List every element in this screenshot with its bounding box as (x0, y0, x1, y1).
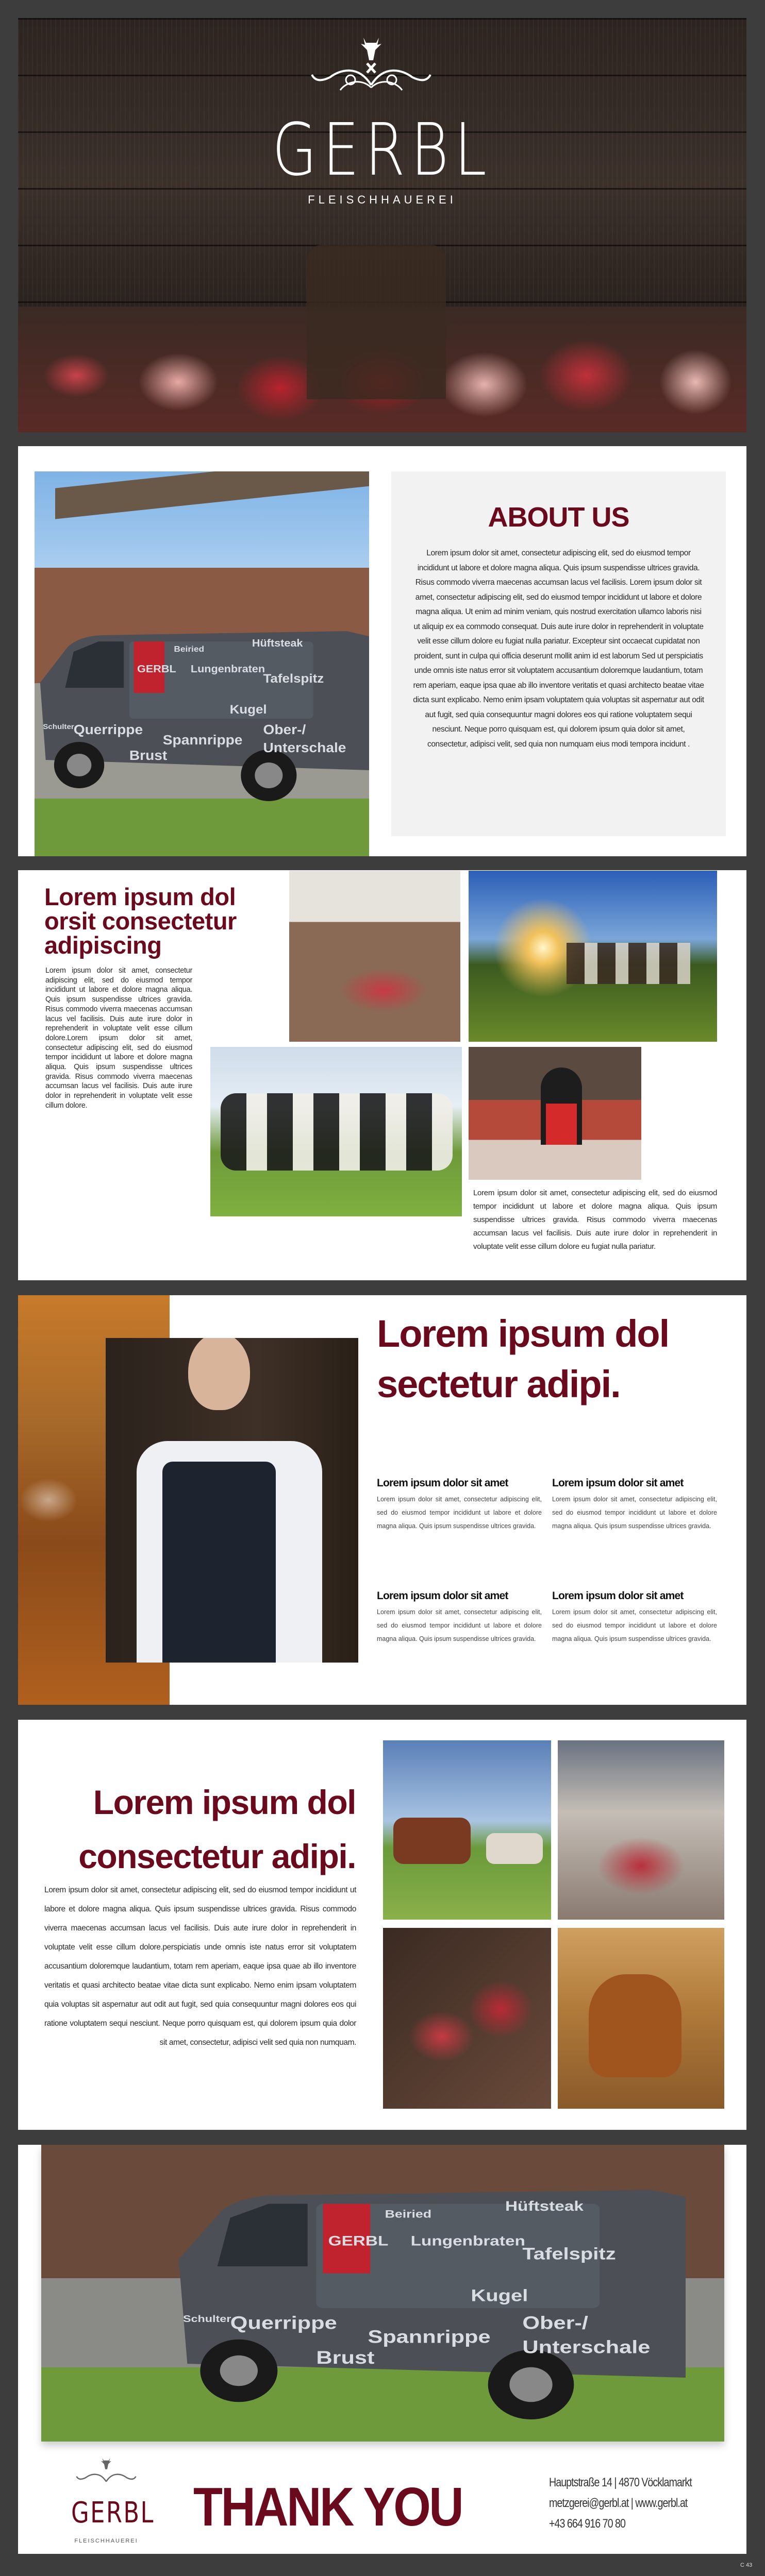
butcher-at-counter-photo (469, 1047, 641, 1180)
svg-text:Unterschale: Unterschale (522, 2337, 651, 2358)
svg-text:Schulter: Schulter (43, 723, 74, 731)
brown-cow-photo (558, 1928, 724, 2109)
address: Hauptstraße 14 | 4870 Vöcklamarkt (549, 2476, 692, 2489)
butcher-holding-meat-photo (289, 871, 460, 1042)
feature-item (552, 1590, 717, 1646)
section4-title (44, 1775, 356, 1884)
section3-title (377, 1309, 669, 1410)
title-line: orsit consectetur (44, 907, 237, 935)
svg-text:Brust: Brust (129, 747, 168, 763)
thank-you-heading: THANK YOU (193, 2477, 462, 2537)
svg-text:Lungenbraten: Lungenbraten (190, 663, 265, 675)
svg-text:Kugel: Kugel (471, 2286, 528, 2305)
about-box (391, 471, 726, 836)
page-label: C 43 (740, 2562, 753, 2568)
footer-brand-tagline: FLEISCHHAUEREI (74, 2538, 138, 2544)
cows-pasture-photo (210, 1047, 462, 1216)
section4-text: Lorem ipsum dolor sit amet, consectetur adipiscing elit, sed do eiusmod tempor incididunt ut labore et dolore magna aliqua. Quis ipsum suspendisse ultrices gravida. Risus commodo viverra maecenas accumsan lacus vel facilisis. Duis aute irure dolor in reprehenderit in voluptate velit esse cillum dolore.perspiciatis unde omnis iste natus error sit voluptatem accusantium doloremque laudantium, totam rem aperiam, eaque ipsa quae ab illo inventore veritatis et quasi architecto beatae vitae dicta sunt explicabo. Nemo enim ipsam voluptatem quia voluptas sit aspernatur aut odit aut fugit, sed quia consequuntur magni dolores eos qui ratione voluptatem sequi nesciunt. Neque porro quisquam est, qui dolorem ipsum quia dolor sit amet, consectetur, adipisci velit sed quia non numquam. (44, 1886, 356, 2047)
svg-text:Beiried: Beiried (385, 2208, 432, 2221)
svg-text:Spannrippe: Spannrippe (162, 732, 243, 748)
section2-title (44, 885, 237, 957)
team-section (18, 1295, 746, 1705)
title-line: adipiscing (44, 931, 162, 959)
svg-text:Schulter: Schulter (183, 2313, 231, 2325)
section2-caption: Lorem ipsum dolor sit amet, consectetur adipiscing elit, sed do eiusmod tempor incididunt ut labore et dolore magna aliqua. Quis ipsum suspendisse ultrices gravida. Risus commodo viverra maecenas accumsan lacus vel facilisis. Duis aute irure dolor in reprehenderit in voluptate velit esse cillum dolore eu fugiat nulla pariatur. (473, 1189, 717, 1251)
section2-text: Lorem ipsum dolor sit amet, consectetur adipiscing elit, sed do eiusmod tempor incididunt ut labore et dolore magna aliqua. Quis ipsum suspendisse ultrices gravida. Risus commodo viverra maecenas accumsan lacus vel facilisis. Duis aute irure dolor in reprehenderit in voluptate velit esse cillum dolore.Lorem ipsum dolor sit amet, consectetur adipiscing elit, sed do eiusmod tempor incididunt ut labore et dolore magna aliqua. Quis ipsum suspendisse ultrices gravida. Risus commodo viverra maecenas accumsan lacus vel facilisis. Duis aute irure dolor in reprehenderit in voluptate velit esse cillum dolore. (45, 967, 192, 1110)
brand-logo: GERBL (272, 108, 493, 192)
butcher-cutting-meat-photo (383, 1928, 551, 2109)
feature-text: Lorem ipsum dolor sit amet, consectetur adipiscing elit, sed do eiusmod tempor incididunt ut labore et dolore magna aliqua. Quis ipsum suspendisse ultrices gravida. (552, 1608, 717, 1642)
svg-text:Tafelspitz: Tafelspitz (263, 671, 324, 686)
feature-title: Lorem ipsum dolor sit amet (552, 1590, 684, 1602)
cows-sunset-photo (469, 871, 717, 1042)
van-illustration (35, 605, 369, 811)
van-photo (35, 471, 369, 856)
svg-text:Hüftsteak: Hüftsteak (505, 2198, 584, 2214)
svg-text:GERBL: GERBL (137, 663, 176, 675)
brand-tagline: FLEISCHHAUEREI (308, 193, 457, 206)
cow-ornament-logo-icon (309, 33, 433, 98)
svg-text:Brust: Brust (316, 2347, 375, 2368)
cows-grazing-photo (383, 1740, 551, 1920)
feature-item (377, 1590, 542, 1646)
footer-brand-logo: GERBL (71, 2496, 155, 2530)
svg-text:Querrippe: Querrippe (230, 2313, 337, 2333)
about-title: ABOUT US (488, 502, 629, 533)
quality-section (18, 1720, 746, 2130)
svg-text:Tafelspitz: Tafelspitz (522, 2244, 616, 2263)
feature-title: Lorem ipsum dolor sit amet (377, 1590, 508, 1602)
svg-text:Ober-/: Ober-/ (522, 2313, 588, 2333)
van-closeup-photo (41, 2145, 724, 2442)
svg-text:Spannrippe: Spannrippe (368, 2327, 491, 2347)
svg-text:Kugel: Kugel (229, 702, 267, 717)
title-line: Lorem ipsum dol (377, 1312, 669, 1355)
feature-item (552, 1477, 717, 1533)
thank-you-section (18, 2145, 746, 2554)
wood-board (307, 245, 446, 399)
email-website-link[interactable]: metzgerei@gerbl.at | www.gerbl.at (549, 2496, 688, 2510)
about-section (18, 446, 746, 856)
intro-gallery-section (18, 870, 746, 1280)
van-illustration (170, 2155, 686, 2433)
butcher-raw-steak-photo (558, 1740, 724, 1920)
feature-title: Lorem ipsum dolor sit amet (552, 1477, 684, 1489)
contact-block (549, 2472, 692, 2534)
feature-text: Lorem ipsum dolor sit amet, consectetur adipiscing elit, sed do eiusmod tempor incididunt ut labore et dolore magna aliqua. Quis ipsum suspendisse ultrices gravida. (377, 1496, 542, 1530)
svg-text:GERBL: GERBL (328, 2233, 389, 2249)
svg-text:Hüftsteak: Hüftsteak (252, 637, 303, 649)
svg-text:Ober-/: Ober-/ (263, 721, 306, 737)
svg-text:Lungenbraten: Lungenbraten (410, 2233, 525, 2249)
svg-text:Beiried: Beiried (174, 644, 205, 654)
title-line: sectetur adipi. (377, 1363, 620, 1405)
title-line: Lorem ipsum dol (44, 883, 236, 910)
header-banner (18, 18, 746, 432)
svg-text:Querrippe: Querrippe (73, 721, 143, 737)
feature-text: Lorem ipsum dolor sit amet, consectetur adipiscing elit, sed do eiusmod tempor incididunt ut labore et dolore magna aliqua. Quis ipsum suspendisse ultrices gravida. (552, 1496, 717, 1530)
feature-title: Lorem ipsum dolor sit amet (377, 1477, 508, 1489)
about-text: Lorem ipsum dolor sit amet, consectetur adipiscing elit, sed do eiusmod tempor incididunt ut labore et dolore magna aliqua. Quis ipsum suspendisse ultrices gravida. Risus commodo viverra maecenas accumsan lacus vel facilisis. Lorem ipsum dolor sit amet, consectetur adipiscing elit, sed do eiusmod tempor incididunt ut labore et dolore magna aliqua. Ut enim ad minim veniam, quis nostrud exercitation ullamco laboris nisi ut aliquip ex ea commodo consequat. Duis aute irure dolor in reprehenderit in voluptate velit esse cillum dolore eu fugiat nulla pariatur. Excepteur sint occaecat cupidatat non proident, sunt in culpa qui officia deserunt mollit anim id est laborum Sed ut perspiciatis unde omnis iste natus error sit voluptatem accusantium doloremque laudantium, totam rem aperiam, eaque ipsa quae ab illo inventore veritatis et quasi architecto beatae vitae dicta sunt explicabo. Nemo enim ipsam voluptatem quia voluptas sit aspernatur aut odit aut fugit, sed quia consequuntur magni dolores eos qui ratione voluptatem sequi nesciunt. Neque porro quisquam est, qui dolorem ipsum quia dolor sit amet, consectetur, adipisci velit, sed quia non numquam eius modi tempora incidunt . (413, 549, 704, 749)
title-line: consectetur adipi. (78, 1837, 356, 1875)
title-line: Lorem ipsum dol (93, 1783, 356, 1821)
svg-text:Unterschale: Unterschale (263, 739, 346, 755)
cow-ornament-icon (75, 2454, 137, 2490)
butcher-woman-photo (106, 1338, 358, 1663)
phone-number[interactable]: +43 664 916 70 80 (549, 2517, 625, 2531)
feature-item (377, 1477, 542, 1533)
feature-text: Lorem ipsum dolor sit amet, consectetur adipiscing elit, sed do eiusmod tempor incididunt ut labore et dolore magna aliqua. Quis ipsum suspendisse ultrices gravida. (377, 1608, 542, 1642)
